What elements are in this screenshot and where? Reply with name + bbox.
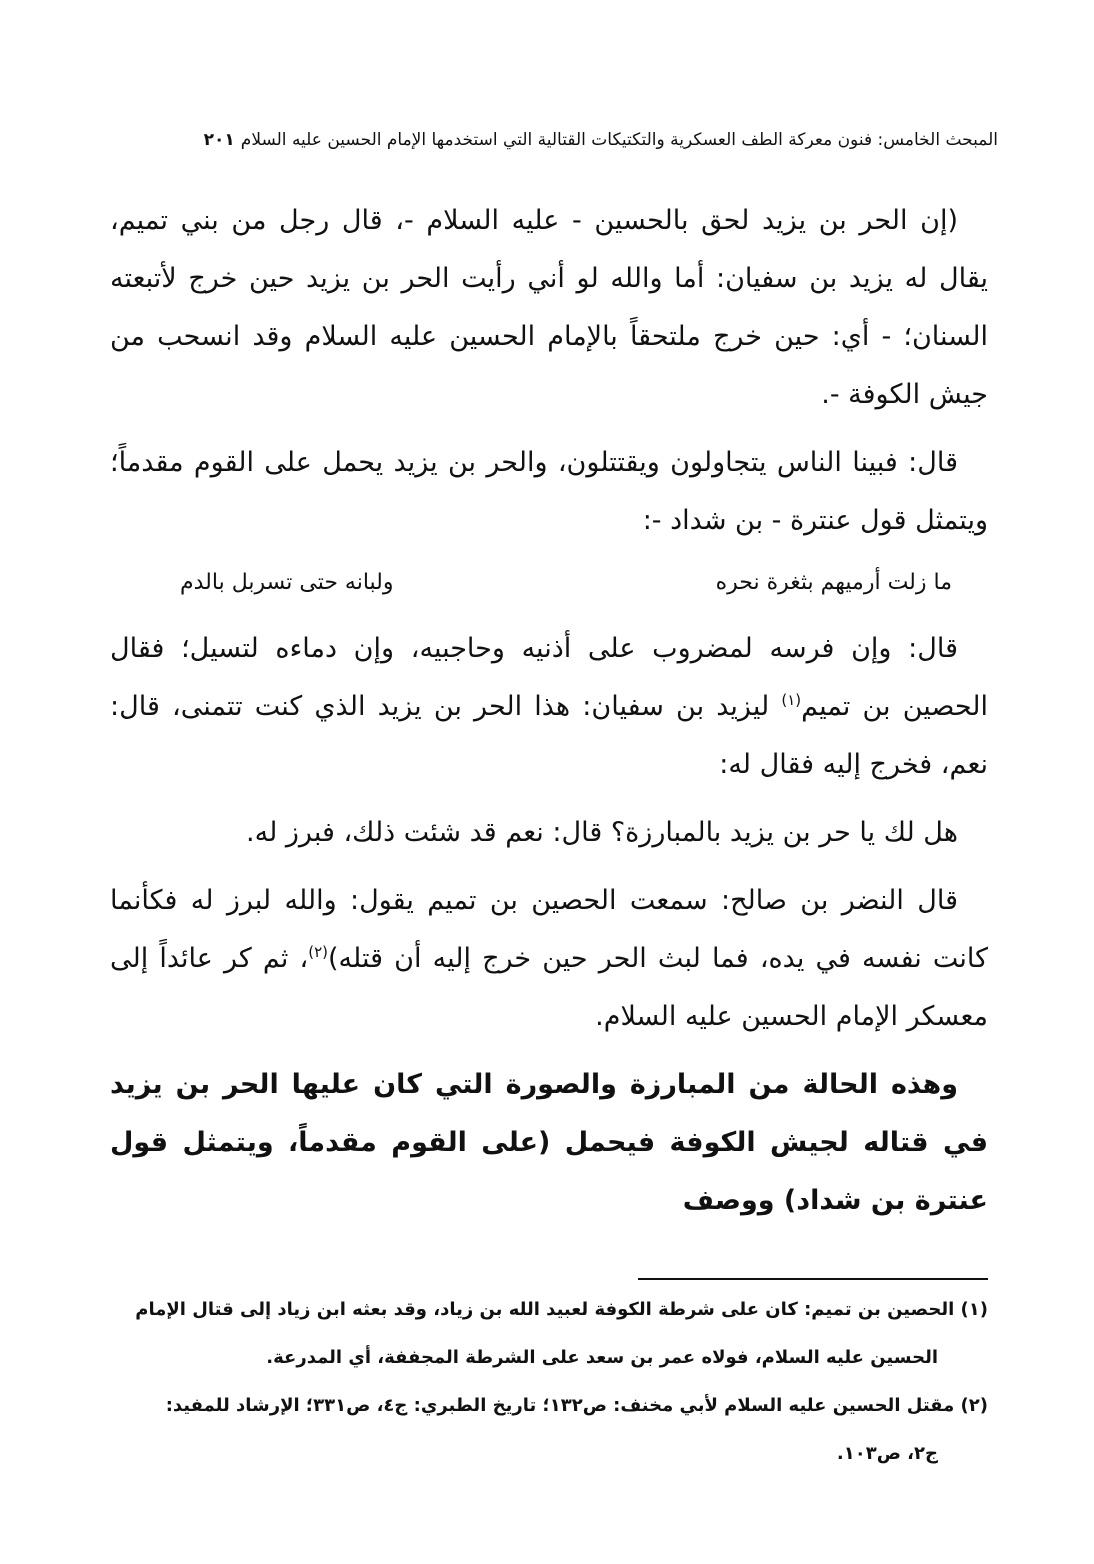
paragraph-5	[110, 872, 988, 1046]
paragraph-3	[110, 620, 988, 794]
footnotes	[110, 1286, 988, 1478]
verse-hemistich-2: ولبانه حتى تسربل بالدم	[180, 570, 394, 595]
poetry-verse	[110, 554, 988, 612]
footnote-1-line-2: الحسين عليه السلام، فولاه عمر بن سعد على الشرطة المجففة، أي المدرعة.	[266, 1347, 938, 1368]
paragraph-5-text-a: قال النضر بن صالح: سمعت الحصين بن تميم يقول: والله لبرز له فكأنما كانت نفسه في يده، فما لبث الحر حين خرج إليه أن قتله)	[110, 885, 989, 974]
footnote-2-line-1: (٢) مقتل الحسين عليه السلام لأبي مخنف: ص١٣٢؛ تاريخ الطبري: ج٤، ص٣٣١؛ الإرشاد للمفيد:	[165, 1395, 988, 1416]
page-number: ٢٠١	[203, 130, 235, 150]
footnote-1-line-1: (١) الحصين بن تميم: كان على شرطة الكوفة لعبيد الله بن زياد، وقد بعثه ابن زياد إلى قتال الإمام	[135, 1299, 988, 1320]
paragraph-2: قال: فبينا الناس يتجاولون ويقتتلون، والحر بن يزيد يحمل على القوم مقدماً؛ ويتمثل قول عنترة - بن شداد -:	[110, 447, 988, 536]
footnote-2-line-2: ج٢، ص١٠٣.	[836, 1443, 938, 1464]
footnote-ref-2[interactable]: (٢)	[308, 943, 329, 961]
paragraph-1: (إن الحر بن يزيد لحق بالحسين - عليه السلام -، قال رجل من بني تميم، يقال له يزيد بن سفيان: أما والله لو أني رأيت الحر بن يزيد حين خرج لأتبعته السنان؛ - أي: حين خرج ملتحقاً بالإمام الحسين عليه السلام وقد انسحب من جيش الكوفة -.	[110, 205, 988, 410]
running-header	[96, 122, 998, 158]
body-text	[110, 192, 988, 1230]
paragraph-6: وهذه الحالة من المبارزة والصورة التي كان عليها الحر بن يزيد في قتاله لجيش الكوفة فيحمل (على القوم مقدماً، ويتمثل قول عنترة بن شداد) ووصف	[110, 1069, 988, 1216]
paragraph-4: هل لك يا حر بن يزيد بالمبارزة؟ قال: نعم قد شئت ذلك، فبرز له.	[246, 817, 958, 848]
header-title: المبحث الخامس: فنون معركة الطف العسكرية والتكتيكات القتالية التي استخدمها الإمام الحسين عليه السلام	[240, 130, 998, 150]
footnote-ref-1[interactable]: (١)	[781, 691, 802, 709]
footnote-separator	[638, 1278, 988, 1280]
paragraph-3-text-a: قال: وإن فرسه لمضروب على أذنيه وحاجبيه، وإن دماءه لتسيل؛ فقال الحصين بن تميم	[110, 633, 988, 722]
paragraph-3-text-b: ليزيد بن سفيان: هذا الحر بن يزيد الذي كنت تتمنى، قال: نعم، فخرج إليه فقال له:	[110, 691, 988, 780]
paragraph-5-text-b: ، ثم كر عائداً إلى معسكر الإمام الحسين عليه السلام.	[110, 943, 988, 1032]
verse-hemistich-1: ما زلت أرميهم بثغرة نحره	[715, 570, 952, 595]
